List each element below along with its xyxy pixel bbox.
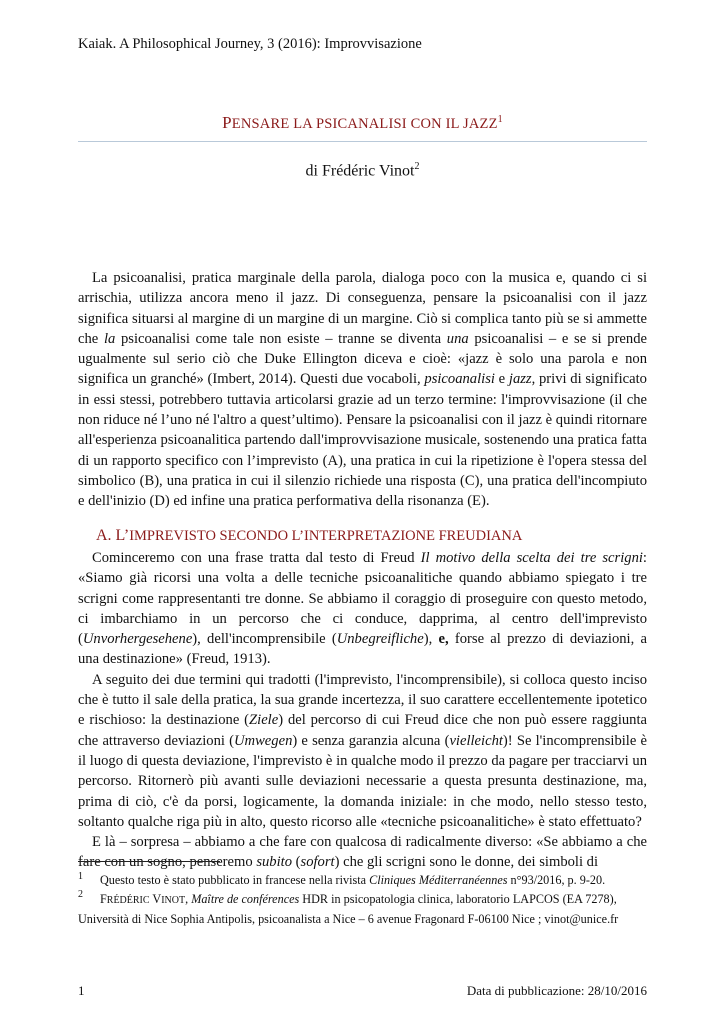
title-text: ENSARE LA PSICANALISI CON IL JAZZ: [231, 116, 498, 132]
text-run: E là – sorpresa – abbiamo a che fare con qualcosa di radicalmente diverso: «Se abbiamo a che fare con un sogno, penseremo: [78, 834, 647, 871]
title-footnote-ref[interactable]: 1: [497, 114, 503, 126]
body-paragraph: [78, 670, 647, 832]
text-run: La psicoanalisi, pratica marginale della parola, dialoga poco con la musica e, quando ci si arrischia, utilizza ancora meno il jazz. Di conseguenza, pensare la psicoanalisi con il jazz significa situarsi al margine di un margine di un margine. Ciò si complica tanto più se si ammette che: [78, 270, 647, 347]
text-run: psicoanalisi – e se si prende ugualmente sul serio ciò che Duke Ellington diceva e cioè: «jazz è solo una parola e non significa un granché» (Imbert, 2014). Questi due vocaboli,: [78, 330, 647, 388]
text-run: A seguito dei due termini qui tradotti (l'imprevisto, l'incomprensibile), si colloca questo inciso che è tutto il sale della pratica, la sua grande incertezza, il suo carattere eccellentemente ipotetico e rischioso: la destinazione (: [78, 671, 647, 729]
body-paragraph: [78, 548, 647, 670]
italic-run: vielleicht: [449, 732, 503, 749]
small-caps-run: RÉDÉRIC: [106, 894, 150, 906]
section-heading: [96, 527, 522, 545]
text-run: ) del percorso di cui Freud dice che non può essere raggiunta che attraverso deviazioni (: [78, 712, 647, 749]
italic-run: sofort: [300, 854, 335, 871]
text-run: ) e senza garanzia alcuna (: [292, 732, 450, 749]
italic-run: Unvorhergesehene: [82, 631, 193, 648]
italic-run: Umwegen: [234, 732, 293, 749]
footnote-divider: [78, 861, 220, 862]
footnote-1: 1 Questo testo è stato pubblicato in francese nella rivista Cliniques Méditerranéennes n°93/2016, p. 9-20.: [78, 870, 606, 887]
author-footnote-ref[interactable]: 2: [414, 161, 420, 172]
small-caps-run: INOT: [161, 894, 186, 906]
bold-run: e,: [438, 631, 449, 648]
title-divider: [78, 141, 647, 142]
text-run: n°93/2016, p. 9-20.: [507, 873, 606, 887]
footnotes: [78, 871, 647, 929]
text-run: forse al prezzo di deviazioni, a una destinazione» (Freud, 1913).: [78, 631, 647, 668]
italic-run: Ziele: [249, 712, 279, 729]
text-run: HDR in psicopatologia clinica, laboratorio LAPCOS (EA 7278), Università di Nice Sophia Antipolis, psicoanalista a Nice – 6 avenue Fragonard F-06100 Nice ; vinot@unice.fr: [78, 891, 619, 926]
publication-date: Data di pubblicazione: 28/10/2016: [466, 983, 647, 998]
text-run: , privi di significato in essi stessi, potrebbero tuttavia articolarsi grazie ad un terzo termine: l'improvvisazione (il che non riduce né l’uno né l'altro a quest’ultimo). Pensare la psicoanalisi con il jazz è quindi ritornare all'esperienza psicoanalitica partendo dall'improvvisazione musicale, sostenendo una pratica fatta di un rapporto specifico con l’imprevisto (A), una pratica in cui la ripetizione è l'opera stessa del simbolico (B), una pratica in cui il silenzio richiede una risposta (C), una pratica dell'incompiuto e dell'inizio (D) ed infine una pratica performativa della risonanza (E).: [78, 371, 647, 510]
text-run: : «Siamo già ricorsi una volta a delle tecniche psicoanalitiche quando abbiamo spiegato i tre scrigni come rappresentanti tre donne. Se abbiamo il coraggio di proseguire con questo metodo, ci imbarchiamo in un percorso che ci conduce, dapprima, al centro dell'imprevisto (: [78, 550, 647, 648]
italic-run: subito: [256, 854, 292, 871]
text-run: Cominceremo con una frase tratta dal testo di Freud: [92, 550, 421, 566]
text-run: (: [292, 854, 301, 871]
body-paragraph: [78, 832, 647, 873]
text-run: ,: [185, 891, 192, 906]
author-line: [78, 161, 647, 180]
italic-run: psicoanalisi: [424, 371, 495, 388]
text-run: Questo testo è stato pubblicato in francese nella rivista: [100, 873, 370, 887]
intro-section: [78, 268, 647, 512]
italic-run: Maître de conférences: [191, 891, 300, 906]
title-initial: P: [222, 113, 232, 132]
text-run: F: [100, 891, 107, 906]
author-name: di Frédéric Vinot: [305, 162, 415, 180]
italic-run: Unbegreifliche: [336, 631, 424, 648]
page-number: 1: [78, 983, 85, 998]
section-body: [78, 548, 647, 873]
italic-run: jazz: [508, 371, 532, 388]
text-run: ) che gli scrigni sono le donne, dei simboli di: [334, 854, 599, 871]
text-run: psicoanalisi come tale non esiste – tranne se diventa: [115, 330, 447, 347]
article-title: [78, 113, 647, 133]
section-heading-initial: A. L’: [96, 527, 130, 544]
italic-run: la: [103, 330, 116, 347]
text-run: ), dell'incomprensibile (: [192, 631, 337, 648]
text-run: V: [149, 891, 162, 906]
text-run: )! Se l'incomprensibile è il luogo di questa deviazione, l'imprevisto è in qualche modo il prezzo da pagare per tracciarvi un percorso. Ritornerò più avanti sulle deviazioni necessarie a questa presunta destinazione, ma, prima di ciò, c'è da porsi, logicamente, la domanda iniziale: in che modo, nello stesso testo, soltanto qualche riga più in alto, questo ricorso alle «tecniche psicoanalitiche» è stato effettuato?: [78, 732, 647, 830]
italic-run: Il motivo della scelta dei tre scrigni: [420, 550, 643, 566]
intro-paragraph: [78, 268, 647, 512]
text-run: e: [494, 371, 509, 388]
running-head: Kaiak. A Philosophical Journey, 3 (2016): Improvvisazione: [78, 36, 422, 52]
footnote-2: 2 FRÉDÉRIC VINOT, Maître de conférences HDR in psicopatologia clinica, laboratorio LAPCOS (EA 7278), Università di Nice Sophia Antipolis, psicoanalista a Nice – 6 avenue Fragonard F-06100 Nice ; vinot@unice.fr: [78, 889, 619, 926]
italic-run: una: [446, 330, 469, 347]
italic-run: Cliniques Méditerranéennes: [369, 873, 508, 887]
section-heading-text: IMPREVISTO SECONDO L’INTERPRETAZIONE FREUDIANA: [129, 528, 523, 544]
text-run: ),: [423, 631, 439, 648]
